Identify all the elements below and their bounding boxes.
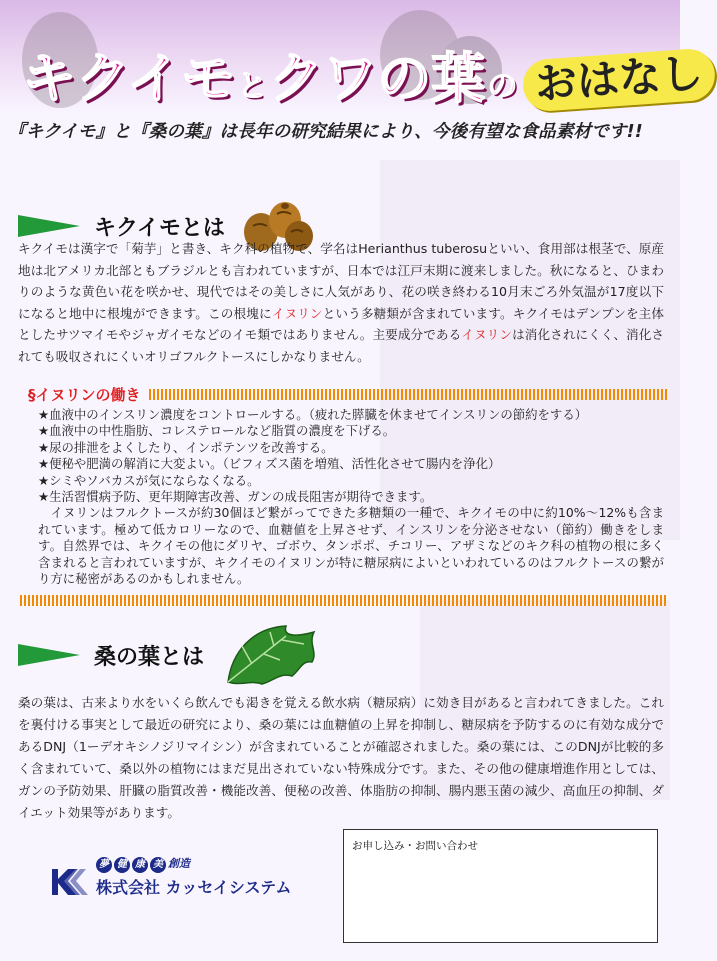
tagline: 『キクイモ』と『桑の葉』は長年の研究結果により、今後有望な食品素材です!! xyxy=(8,122,643,142)
section1-text xyxy=(18,238,664,367)
inulin-highlight-2: イヌリン xyxy=(461,327,513,342)
motto-char: 創 xyxy=(168,857,179,870)
list-item: ★血液中のインスリン濃度をコントロールする。（疲れた膵臓を休ませてインスリンの節約をする） xyxy=(38,407,588,422)
arrow-icon xyxy=(18,215,80,237)
motto-char: 健 xyxy=(114,857,130,873)
section1-text-c: は消化されにくく、消化されても吸収されにくいオリゴフルクトースにしかなりません。 xyxy=(18,327,665,364)
title-no: の xyxy=(487,69,518,104)
motto-char: 美 xyxy=(150,857,166,873)
page-title xyxy=(22,26,715,110)
section1-title: キクイモとは xyxy=(94,215,225,241)
inulin-bullet-list xyxy=(38,407,666,505)
orange-stripe-divider xyxy=(149,389,668,400)
title-ohanashi: おはなし xyxy=(522,47,717,112)
list-item: ★血液中の中性脂肪、コレステロールなど脂質の濃度を下げる。 xyxy=(38,423,396,439)
contact-box xyxy=(343,829,658,943)
arrow-icon xyxy=(18,644,80,666)
section2-heading xyxy=(18,622,322,688)
motto-char: 康 xyxy=(132,857,148,873)
inulin-highlight: イヌリン xyxy=(271,305,323,321)
inulin-paragraph: イヌリンはフルクトースが約30個ほど繋がってできた多糖類の一種で、キクイモの中に約10%〜12%も含まれています。極めて低カロリーなので、血糖値を上昇させず、インスリンを分泌させない（節約）働きをします。自然界では、キクイモの他にダリヤ、ゴボウ、タンポポ、チコリー、アザミなどのキク科の植物の根に多く含まれると言われていますが、キクイモのイヌリンが特に糖尿病によいといわれているのはフルクトースの繋がり方に秘密があるのかもしれません。 xyxy=(38,505,664,587)
list-item: ★尿の排泄をよくしたり、インポテンツを改善する。 xyxy=(38,439,334,455)
motto-char: 夢 xyxy=(96,857,112,873)
company-motto xyxy=(96,855,190,873)
section2-title: 桑の葉とは xyxy=(94,644,205,670)
kassei-logo-icon xyxy=(50,867,90,897)
list-item: ★生活習慣病予防、更年期障害改善、ガンの成長阻害が期待できます。 xyxy=(38,489,433,505)
company-block xyxy=(50,855,310,905)
section1-text-a: キクイモは漢字で「菊芋」と書き、キク科の植物で、学名はHerianthus tuberosuといい、食用部は根茎で、原産地は北アメリカ北部ともブラジルとも言われていますが、日本では江戸末期に渡来しました。秋になると、ひまわりのような黄色い花を咲かせ、現代ではその美しさに人気があり、花の咲き終わる10月末ごろ外気温が17度以下になると地中に根塊ができます。この根塊に xyxy=(18,241,664,321)
title-to: と xyxy=(237,69,268,104)
section2-text: 桑の葉は、古来より水をいくら飲んでも渇きを覚える飲水病（糖尿病）に効き目があると言われてきました。これを裏付ける事実として最近の研究により、桑の葉には血糖値の上昇を抑制し、糖尿病を予防するのに有効な成分であるDNJ（1ーデオキシノジリマイシン）が含まれていることが確認されました。桑の葉には、このDNJが比較的多く含まれていて、桑以外の植物にはまだ見出されていない特殊成分です。また、その他の健康増進作用としては、ガンの予防効果、肝臓の脂質改善・機能改善、便秘の改善、体脂肪の抑制、腸内悪玉菌の減少、高血圧の抑制、ダイエット効果等があります。 xyxy=(18,695,664,820)
list-item: ★便秘や肥満の解消に大変よい。（ビフィズス菌を増殖、活性化させて腸内を浄化） xyxy=(38,456,501,472)
title-kuwanoha: クワの葉 xyxy=(269,47,486,110)
title-kikuimo: キクイモ xyxy=(22,47,236,110)
mulberry-leaf-icon xyxy=(222,622,322,688)
motto-char: 造 xyxy=(179,857,190,870)
orange-stripe-divider-bottom xyxy=(20,595,666,606)
section1-text-b: という多糖類が含まれています。キクイモはデンプンを主体としたサツマイモやジャガイモなどのイモ類ではありません。主要成分である xyxy=(18,305,665,342)
company-name: 株式会社 カッセイシステム xyxy=(96,878,292,897)
inulin-title: §イヌリンの働き xyxy=(28,385,141,404)
contact-label: お申し込み・お問い合わせ xyxy=(352,840,478,852)
inulin-heading xyxy=(28,383,668,405)
list-item: ★シミやソバカスが気にならなくなる。 xyxy=(38,472,260,488)
